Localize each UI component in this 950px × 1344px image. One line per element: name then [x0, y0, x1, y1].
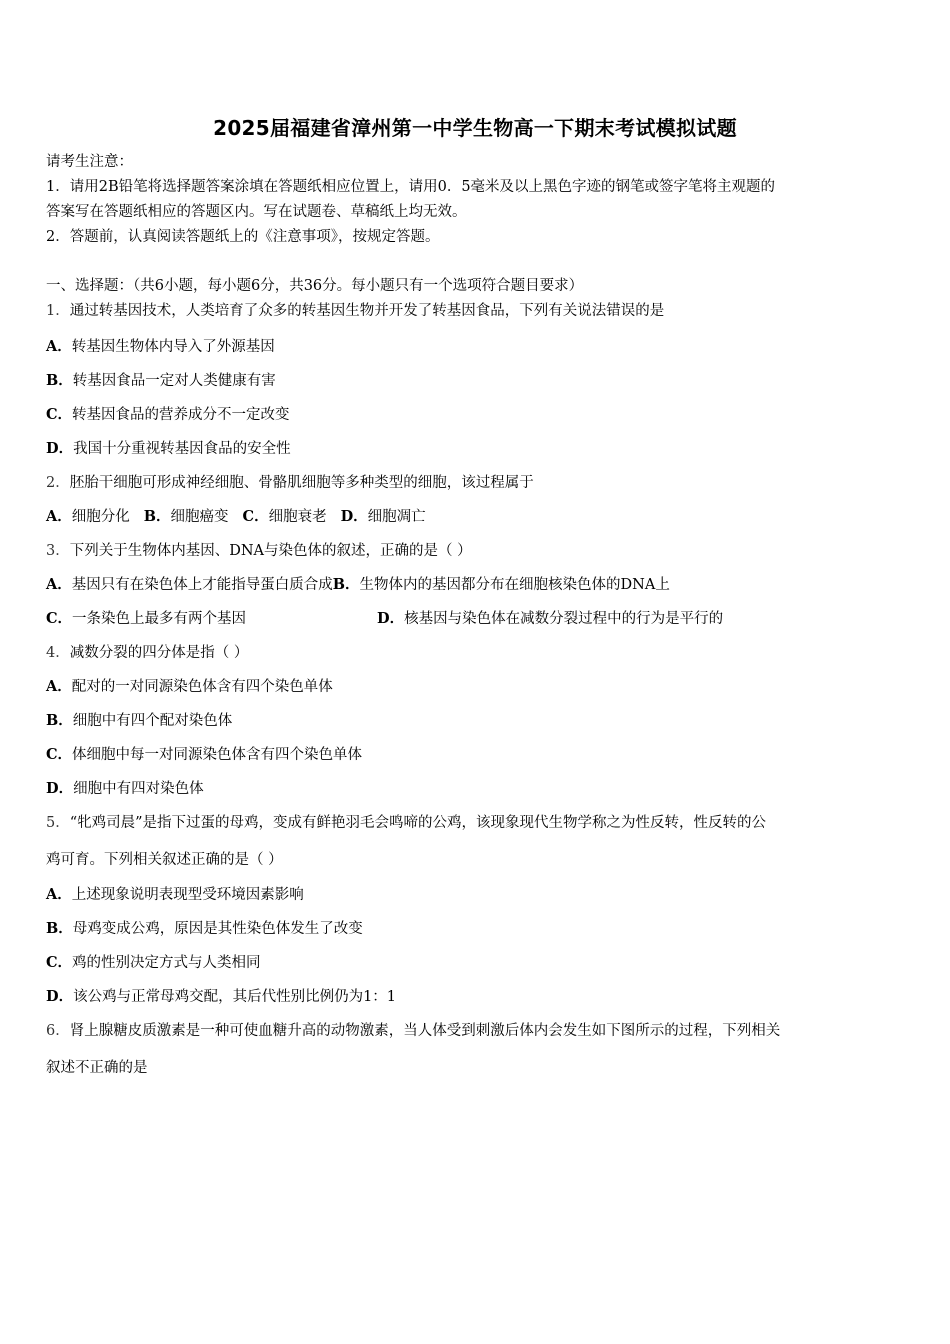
question-1-option-b	[46, 371, 906, 391]
option-text: 生物体内的基因都分布在细胞核染色体的DNA上	[359, 577, 670, 593]
option-text: 细胞癌变	[170, 509, 229, 525]
option-label: A．	[46, 678, 72, 695]
option-text: 细胞衰老	[268, 509, 327, 525]
option-text: 转基因生物体内导入了外源基因	[71, 339, 275, 355]
option-text: 细胞凋亡	[367, 509, 426, 525]
question-text: “牝鸡司晨”是指下过蛋的母鸡，变成有鲜艳羽毛会鸣啼的公鸡，该现象现代生物学称之为性反转，性反转的公	[69, 815, 767, 831]
option-label: C．	[46, 746, 73, 763]
question-number: 2．	[46, 475, 70, 491]
option-text: 母鸡变成公鸡，原因是其性染色体发生了改变	[72, 921, 363, 937]
question-4-option-a	[46, 677, 906, 697]
question-1-option-c	[46, 405, 906, 425]
question-2-options	[46, 507, 906, 527]
question-6-stem-line-2: 叙述不正确的是	[46, 1060, 148, 1076]
option-text: 细胞中有四对染色体	[73, 781, 204, 797]
question-3-options-cd	[46, 609, 906, 629]
option-label: B．	[332, 576, 360, 593]
option-label: A．	[46, 886, 72, 903]
question-number: 3．	[46, 543, 70, 559]
option-text: 上述现象说明表现型受环境因素影响	[71, 887, 304, 903]
question-4-option-d	[46, 779, 906, 799]
option-text: 细胞分化	[71, 509, 130, 525]
question-number: 1．	[46, 303, 70, 319]
question-5-stem-line-2: 鸡可育。下列相关叙述正确的是（ ）	[46, 852, 283, 868]
question-4-stem	[46, 643, 906, 663]
option-label: C．	[242, 508, 269, 525]
option-text: 细胞中有四个配对染色体	[72, 713, 233, 729]
notice-item-1-line-1: 1．请用2B铅笔将选择题答案涂填在答题纸相应位置上，请用0．5毫米及以上黑色字迹的钢笔或签字笔将主观题的	[46, 179, 776, 195]
option-text: 鸡的性别决定方式与人类相同	[72, 955, 261, 971]
question-5-option-a	[46, 885, 906, 905]
option-label: D．	[46, 988, 74, 1005]
question-5-stem-line-1	[46, 813, 906, 833]
option-label: B．	[143, 508, 171, 525]
option-label: B．	[46, 920, 73, 937]
question-number: 6．	[46, 1023, 70, 1039]
option-text: 一条染色上最多有两个基因	[72, 611, 247, 627]
option-text: 配对的一对同源染色体含有四个染色单体	[71, 679, 333, 695]
notice-item-2: 2．答题前，认真阅读答题纸上的《注意事项》，按规定答题。	[46, 229, 440, 245]
question-5-option-c	[46, 953, 906, 973]
question-text: 肾上腺糖皮质激素是一种可使血糖升高的动物激素，当人体受到刺激后体内会发生如下图所示的过程，下列相关	[69, 1023, 781, 1039]
option-label: A．	[46, 508, 72, 525]
question-number: 4．	[46, 645, 70, 661]
question-text: 胚胎干细胞可形成神经细胞、骨骼肌细胞等多种类型的细胞，该过程属于	[69, 475, 534, 491]
option-label: D．	[46, 440, 74, 457]
question-3-stem	[46, 541, 906, 561]
question-1-stem	[46, 301, 906, 321]
option-text: 转基因食品的营养成分不一定改变	[72, 407, 290, 423]
option-label: C．	[46, 610, 73, 627]
option-label: D．	[340, 508, 368, 525]
question-1-option-d	[46, 439, 906, 459]
question-5-option-d	[46, 987, 906, 1007]
option-text: 我国十分重视转基因食品的安全性	[73, 441, 291, 457]
option-label: A．	[46, 338, 72, 355]
option-text: 该公鸡与正常母鸡交配，其后代性别比例仍为1：1	[73, 989, 397, 1005]
question-4-option-b	[46, 711, 906, 731]
question-4-option-c	[46, 745, 906, 765]
question-text: 减数分裂的四分体是指（ ）	[69, 645, 249, 661]
section-heading: 一、选择题：（共6小题，每小题6分，共36分。每小题只有一个选项符合题目要求）	[46, 278, 584, 294]
option-text: 核基因与染色体在减数分裂过程中的行为是平行的	[404, 611, 724, 627]
question-5-option-b	[46, 919, 906, 939]
question-text: 下列关于生物体内基因、DNA与染色体的叙述，正确的是（ ）	[69, 543, 472, 559]
option-label: C．	[46, 954, 73, 971]
exam-title: 2025届福建省漳州第一中学生物高一下期末考试模拟试题	[213, 116, 737, 140]
option-text: 基因只有在染色体上才能指导蛋白质合成	[71, 577, 333, 593]
option-label: B．	[46, 372, 73, 389]
option-label: D．	[377, 610, 405, 627]
option-label: C．	[46, 406, 73, 423]
option-text: 转基因食品一定对人类健康有害	[72, 373, 276, 389]
option-label: D．	[46, 780, 74, 797]
question-number: 5．	[46, 815, 70, 831]
option-text: 体细胞中每一对同源染色体含有四个染色单体	[72, 747, 363, 763]
question-3-options-ab	[46, 575, 906, 595]
question-2-stem	[46, 473, 906, 493]
option-label: A．	[46, 576, 72, 593]
notice-heading: 请考生注意：	[46, 154, 133, 170]
question-text: 通过转基因技术，人类培育了众多的转基因生物并开发了转基因食品，下列有关说法错误的是	[69, 303, 665, 319]
notice-item-1-line-2: 答案写在答题纸相应的答题区内。写在试题卷、草稿纸上均无效。	[46, 204, 467, 220]
question-1-option-a	[46, 337, 906, 357]
option-label: B．	[46, 712, 73, 729]
question-6-stem-line-1	[46, 1021, 906, 1041]
